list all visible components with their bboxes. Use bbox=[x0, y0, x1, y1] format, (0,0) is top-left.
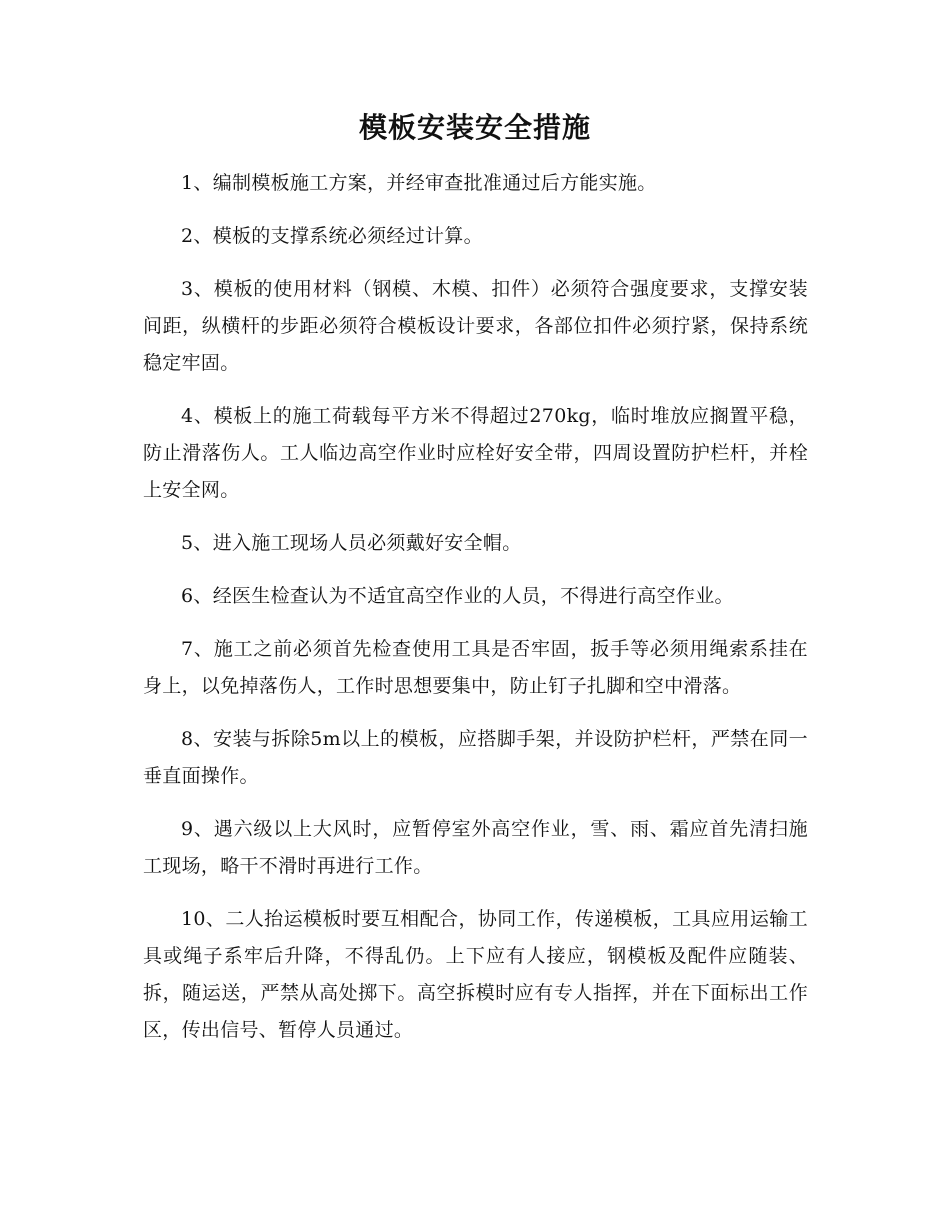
paragraph-4: 4、模板上的施工荷载每平方米不得超过270kg，临时堆放应搁置平稳，防止滑落伤人。工人临边高空作业时应栓好安全带，四周设置防护栏杆，并栓上安全网。 bbox=[143, 405, 808, 501]
document-body bbox=[143, 165, 808, 1065]
paragraph-3: 3、模板的使用材料（钢模、木模、扣件）必须符合强度要求，支撑安装间距，纵横杆的步距必须符合模板设计要求，各部位扣件必须拧紧，保持系统稳定牢固。 bbox=[143, 278, 808, 374]
paragraph-2: 2、模板的支撑系统必须经过计算。 bbox=[181, 225, 483, 247]
paragraph-8: 8、安装与拆除5m以上的模板，应搭脚手架，并设防护栏杆，严禁在同一垂直面操作。 bbox=[143, 728, 808, 787]
paragraph-5: 5、进入施工现场人员必须戴好安全帽。 bbox=[181, 532, 522, 554]
paragraph-6: 6、经医生检查认为不适宜高空作业的人员，不得进行高空作业。 bbox=[181, 585, 734, 607]
paragraph-9: 9、遇六级以上大风时，应暂停室外高空作业，雪、雨、霜应首先清扫施工现场，略干不滑时再进行工作。 bbox=[143, 818, 808, 877]
document-title: 模板安装安全措施 bbox=[358, 111, 591, 144]
paragraph-1: 1、编制模板施工方案，并经审查批准通过后方能实施。 bbox=[181, 172, 657, 194]
paragraph-7: 7、施工之前必须首先检查使用工具是否牢固，扳手等必须用绳索系挂在身上，以免掉落伤人，工作时思想要集中，防止钉子扎脚和空中滑落。 bbox=[143, 638, 808, 697]
paragraph-10: 10、二人抬运模板时要互相配合，协同工作，传递模板，工具应用运输工具或绳子系牢后升降，不得乱仍。上下应有人接应，钢模板及配件应随装、拆，随运送，严禁从高处掷下。高空拆模时应有专人指挥，并在下面标出工作区，传出信号、暂停人员通过。 bbox=[143, 908, 808, 1041]
